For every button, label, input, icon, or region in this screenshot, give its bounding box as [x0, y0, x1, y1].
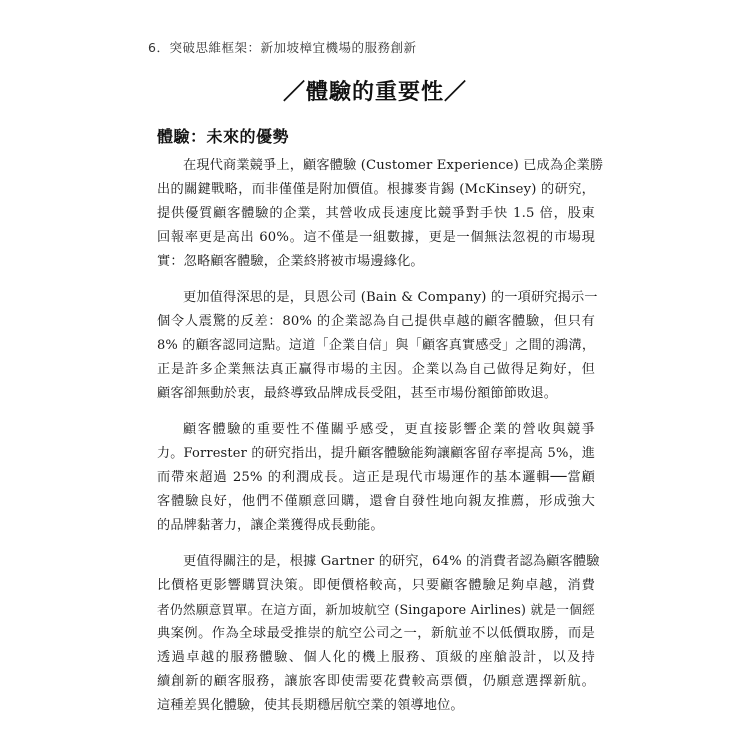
text-line: 出的關鍵戰略，而非僅僅是附加價值。根據麥肯錫 (McKinsey) 的研究，	[157, 182, 595, 197]
text-line: 回報率更是高出 60%。這不僅是一組數據，更是一個無法忽視的市場現	[157, 230, 595, 245]
text-line: 客體驗良好，他們不僅願意回購，還會自發性地向親友推薦，形成強大	[157, 494, 595, 509]
text-line: 透過卓越的服務體驗、個人化的機上服務、頂級的座艙設計，以及持	[157, 650, 595, 665]
text-line: 這種差異化體驗，使其長期穩居航空業的領導地位。	[157, 698, 464, 713]
text-line: 而帶來超過 25% 的利潤成長。這正是現代市場運作的基本邏輯──當顧	[157, 470, 595, 485]
text-line: 續創新的顧客服務，讓旅客即使需要花費較高票價，仍願意選擇新航。	[157, 674, 595, 689]
paragraph-1	[157, 154, 604, 274]
text-line: 顧客體驗的重要性不僅關乎感受，更直接影響企業的營收與競爭	[183, 422, 595, 437]
paragraph-4	[157, 550, 600, 718]
paragraph-2	[157, 286, 598, 406]
text-line: 的品牌黏著力，讓企業獲得成長動能。	[157, 518, 384, 533]
text-line: 力。Forrester 的研究指出，提升顧客體驗能夠讓顧客留存率提高 5%，進	[157, 446, 595, 461]
text-line: 實：忽略顧客體驗，企業終將被市場邊緣化。	[157, 254, 424, 269]
paragraph-3	[157, 418, 595, 538]
text-line: 個令人震驚的反差：80% 的企業認為自己提供卓越的顧客體驗，但只有	[157, 314, 595, 329]
text-line: 比價格更影響購買決策。即便價格較高，只要顧客體驗足夠卓越，消費	[157, 578, 595, 593]
text-line: 更加值得深思的是，貝恩公司 (Bain & Company) 的一項研究揭示一	[183, 290, 598, 305]
text-line: 者仍然願意買單。在這方面，新加坡航空 (Singapore Airlines) 就是一個經	[157, 602, 595, 617]
text-line: 顧客卻無動於衷，最終導致品牌成長受阻，甚至市場份額節節敗退。	[157, 386, 558, 401]
text-line: 典案例。作為全球最受推崇的航空公司之一，新航並不以低價取勝，而是	[157, 626, 595, 641]
text-line: 更值得關注的是，根據 Gartner 的研究，64% 的消費者認為顧客體驗	[183, 554, 600, 569]
running-header: 6．突破思維框架：新加坡樟宜機場的服務創新	[148, 40, 417, 55]
chapter-title: ／體驗的重要性／	[282, 80, 467, 105]
text-line: 8% 的顧客認同這點。這道「企業自信」與「顧客真實感受」之間的鴻溝，	[157, 338, 595, 353]
body-text	[157, 154, 604, 730]
text-line: 在現代商業競爭上，顧客體驗 (Customer Experience) 已成為企業勝	[183, 158, 604, 173]
text-line: 提供優質顧客體驗的企業，其營收成長速度比競爭對手快 1.5 倍，股東	[157, 206, 595, 221]
text-line: 正是許多企業無法真正贏得市場的主因。企業以為自己做得足夠好，但	[157, 362, 595, 377]
section-heading: 體驗：未來的優勢	[157, 127, 290, 146]
